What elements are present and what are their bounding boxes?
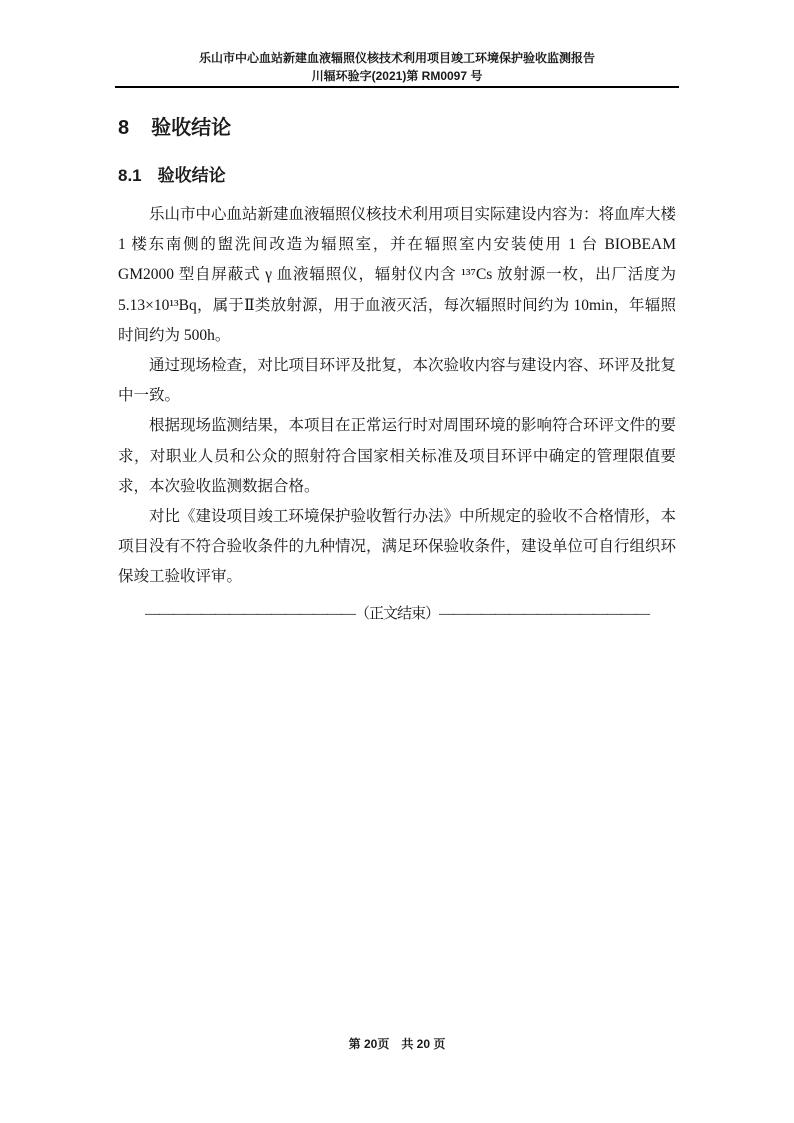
subsection-number: 8.1 [118,166,142,185]
subsection-heading [118,165,676,187]
page-footer [0,1036,794,1052]
section-number: 8 [118,117,130,139]
subsection-title: 验收结论 [157,166,226,185]
header-doc-number: 川辐环验字(2021)第 RM0097 号 [311,69,483,83]
paragraph-4: 对比《建设项目竣工环境保护验收暂行办法》中所规定的验收不合格情形，本项目没有不符合验收条件的九种情况，满足环保验收条件，建设单位可自行组织环保竣工验收评审。 [118,508,677,586]
page-number: 第 20页 共 20 页 [348,1037,446,1051]
section-heading [118,116,676,140]
section-title: 验收结论 [151,117,232,139]
paragraph-3: 根据现场监测结果，本项目在正常运行时对周围环境的影响符合环评文件的要求，对职业人员和公众的照射符合国家相关标准及项目环评中确定的管理限值要求，本次验收监测数据合格。 [118,417,677,495]
end-of-text-marker: ———————————————（正文结束）——————————————— [144,605,649,622]
body-paragraphs [118,200,676,593]
header-title: 乐山市中心血站新建血液辐照仪核技术利用项目竣工环境保护验收监测报告 [198,51,595,65]
document-content [118,0,676,629]
paragraph-2: 通过现场检查，对比项目环评及批复，本次验收内容与建设内容、环评及批复中一致。 [118,357,677,405]
paragraph-1: 乐山市中心血站新建血液辐照仪核技术利用项目实际建设内容为：将血库大楼 1 楼东南侧的盥洗间改造为辐照室，并在辐照室内安装使用 1 台 BIOBEAM GM2000 型自屏蔽式 γ 血液辐照仪，辐射仪内含 ¹³⁷Cs 放射源一枚，出厂活度为 5.13×10¹³Bq，属于Ⅱ类放射源，用于血液灭活，每次辐照时间约为 10min，年辐照时间约为 500h。 [118,206,677,344]
